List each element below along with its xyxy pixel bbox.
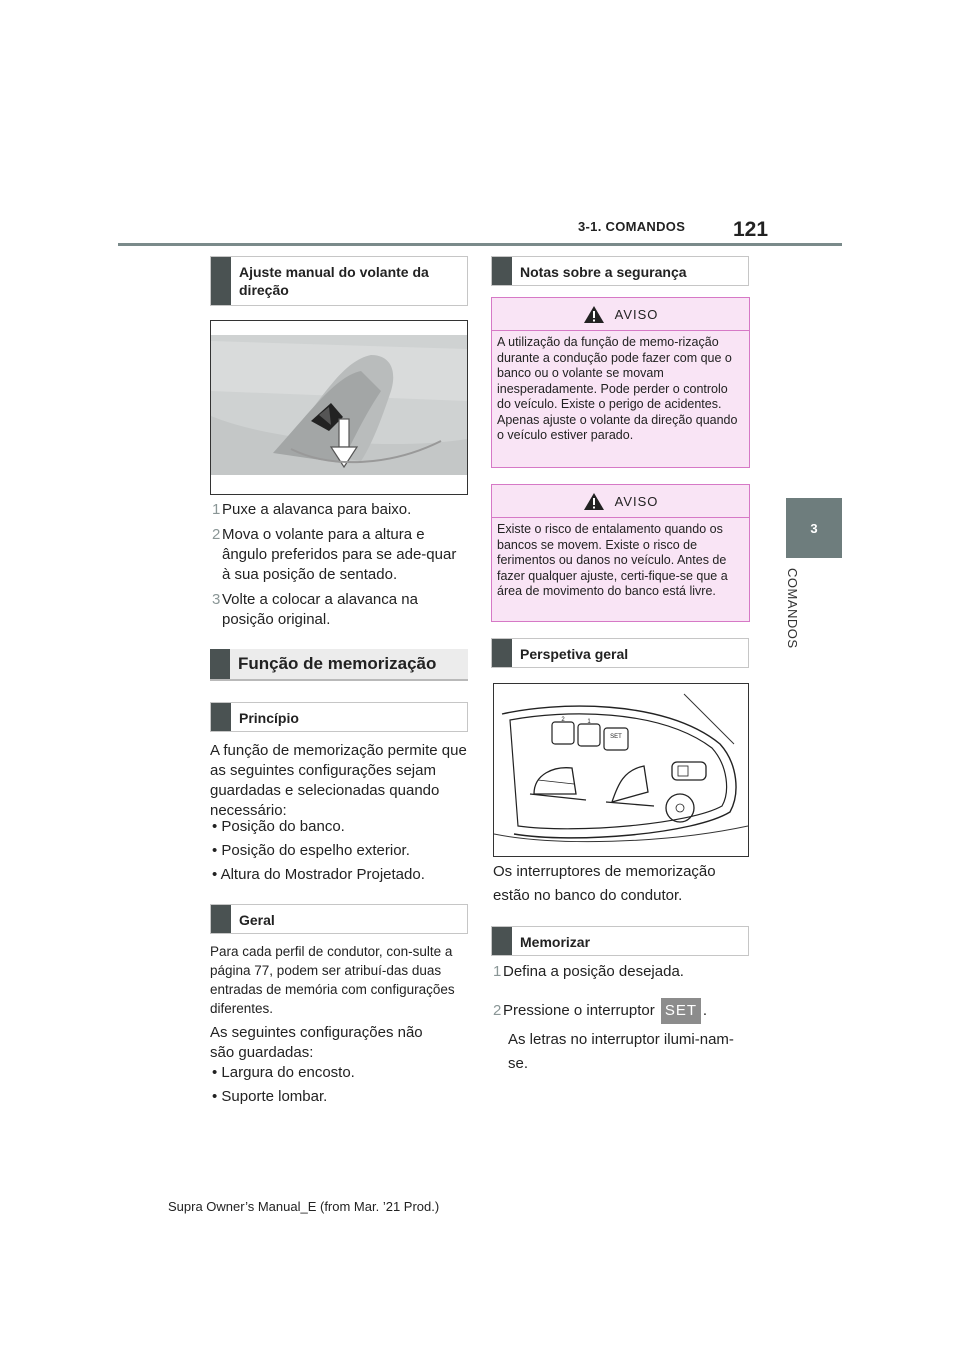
section-title: 3-1. COMANDOS [578, 219, 686, 234]
not-saved-text: As seguintes configurações não são guardadas: [210, 1024, 423, 1061]
button-label-2: 2 [561, 717, 565, 723]
chapter-tab: 3 [786, 498, 842, 558]
not-saved-bullet-2: • Suporte lombar. [212, 1088, 328, 1105]
memory-button-2 [552, 722, 574, 744]
memorize-step-1: 1 Defina a posição desejada. [493, 963, 684, 980]
warning-box-1 [491, 297, 750, 468]
warning-text: Existe o risco de entalamento quando os bancos se movem. Existe o risco de ferimentos ou danos no veículo. Antes de fazer qualquer ajuste, certi-fique-se que a área de movimento do banco está livre. [497, 522, 728, 598]
warning-label: AVISO [614, 306, 659, 322]
header-rule [118, 243, 842, 246]
heading-memorize: Memorizar [491, 926, 749, 956]
warning-text: A utilização da função de memo-rização durante a condução pode fazer com que o banco ou o volante se movam inesperadamente. Pode perder o controlo do veículo. Existe o perigo de acidentes. Apenas ajuste o volante da direção quando o veículo estiver parado. [497, 335, 738, 442]
manual-step-1: 1 Puxe a alavanca para baixo. [212, 501, 412, 518]
footer-text: Supra Owner’s Manual_E (from Mar. ’21 Prod.) [168, 1199, 440, 1214]
not-saved-bullet-1: • Largura do encosto. [212, 1064, 355, 1081]
heading-principle: Princípio [210, 702, 468, 732]
button-label-set: SET [610, 734, 622, 740]
warning-triangle-icon [583, 492, 605, 511]
manual-step-2: 2 Mova o volante para a altura e ângulo preferidos para se ade-quar à sua posição de sentado. [212, 526, 457, 583]
heading-overview: Perspetiva geral [491, 638, 749, 668]
principle-bullet-2: • Posição do espelho exterior. [212, 842, 410, 859]
manual-step-3: 3 Volte a colocar a alavanca na posição original. [212, 591, 418, 628]
set-key-icon: SET [661, 998, 701, 1024]
heading-manual-adjust: Ajuste manual do volante da direção [210, 256, 468, 306]
principle-bullet-1: • Posição do banco. [212, 818, 345, 835]
memorize-step-2-note: As letras no interruptor ilumi-nam-se. [508, 1031, 734, 1072]
heading-safety: Notas sobre a segurança [491, 256, 749, 286]
principle-text: A função de memorização permite que as seguintes configurações sejam guardadas e selecionadas quando necessário: [210, 742, 467, 819]
chapter-label: COMANDOS [785, 568, 800, 649]
page-number: 121 [733, 218, 769, 241]
principle-bullet-3: • Altura do Mostrador Projetado. [212, 866, 425, 883]
memory-button-1 [578, 724, 600, 746]
seat-memory-switch-figure [493, 683, 749, 857]
heading-general: Geral [210, 904, 468, 934]
heading-memory-function: Função de memorização [210, 649, 468, 681]
warning-triangle-icon [583, 305, 605, 324]
overview-text: Os interruptores de memorização estão no banco do condutor. [493, 863, 716, 904]
general-text: Para cada perfil de condutor, con-sulte a página 77, podem ser atribuí-das duas entradas de memória com configurações diferentes. [210, 944, 455, 1016]
warning-label: AVISO [614, 493, 659, 509]
steering-lever-figure [210, 320, 468, 495]
memorize-step-2: 2 Pressione o interruptor SET . [493, 998, 753, 1024]
warning-box-2 [491, 484, 750, 622]
button-label-1: 1 [587, 719, 591, 725]
